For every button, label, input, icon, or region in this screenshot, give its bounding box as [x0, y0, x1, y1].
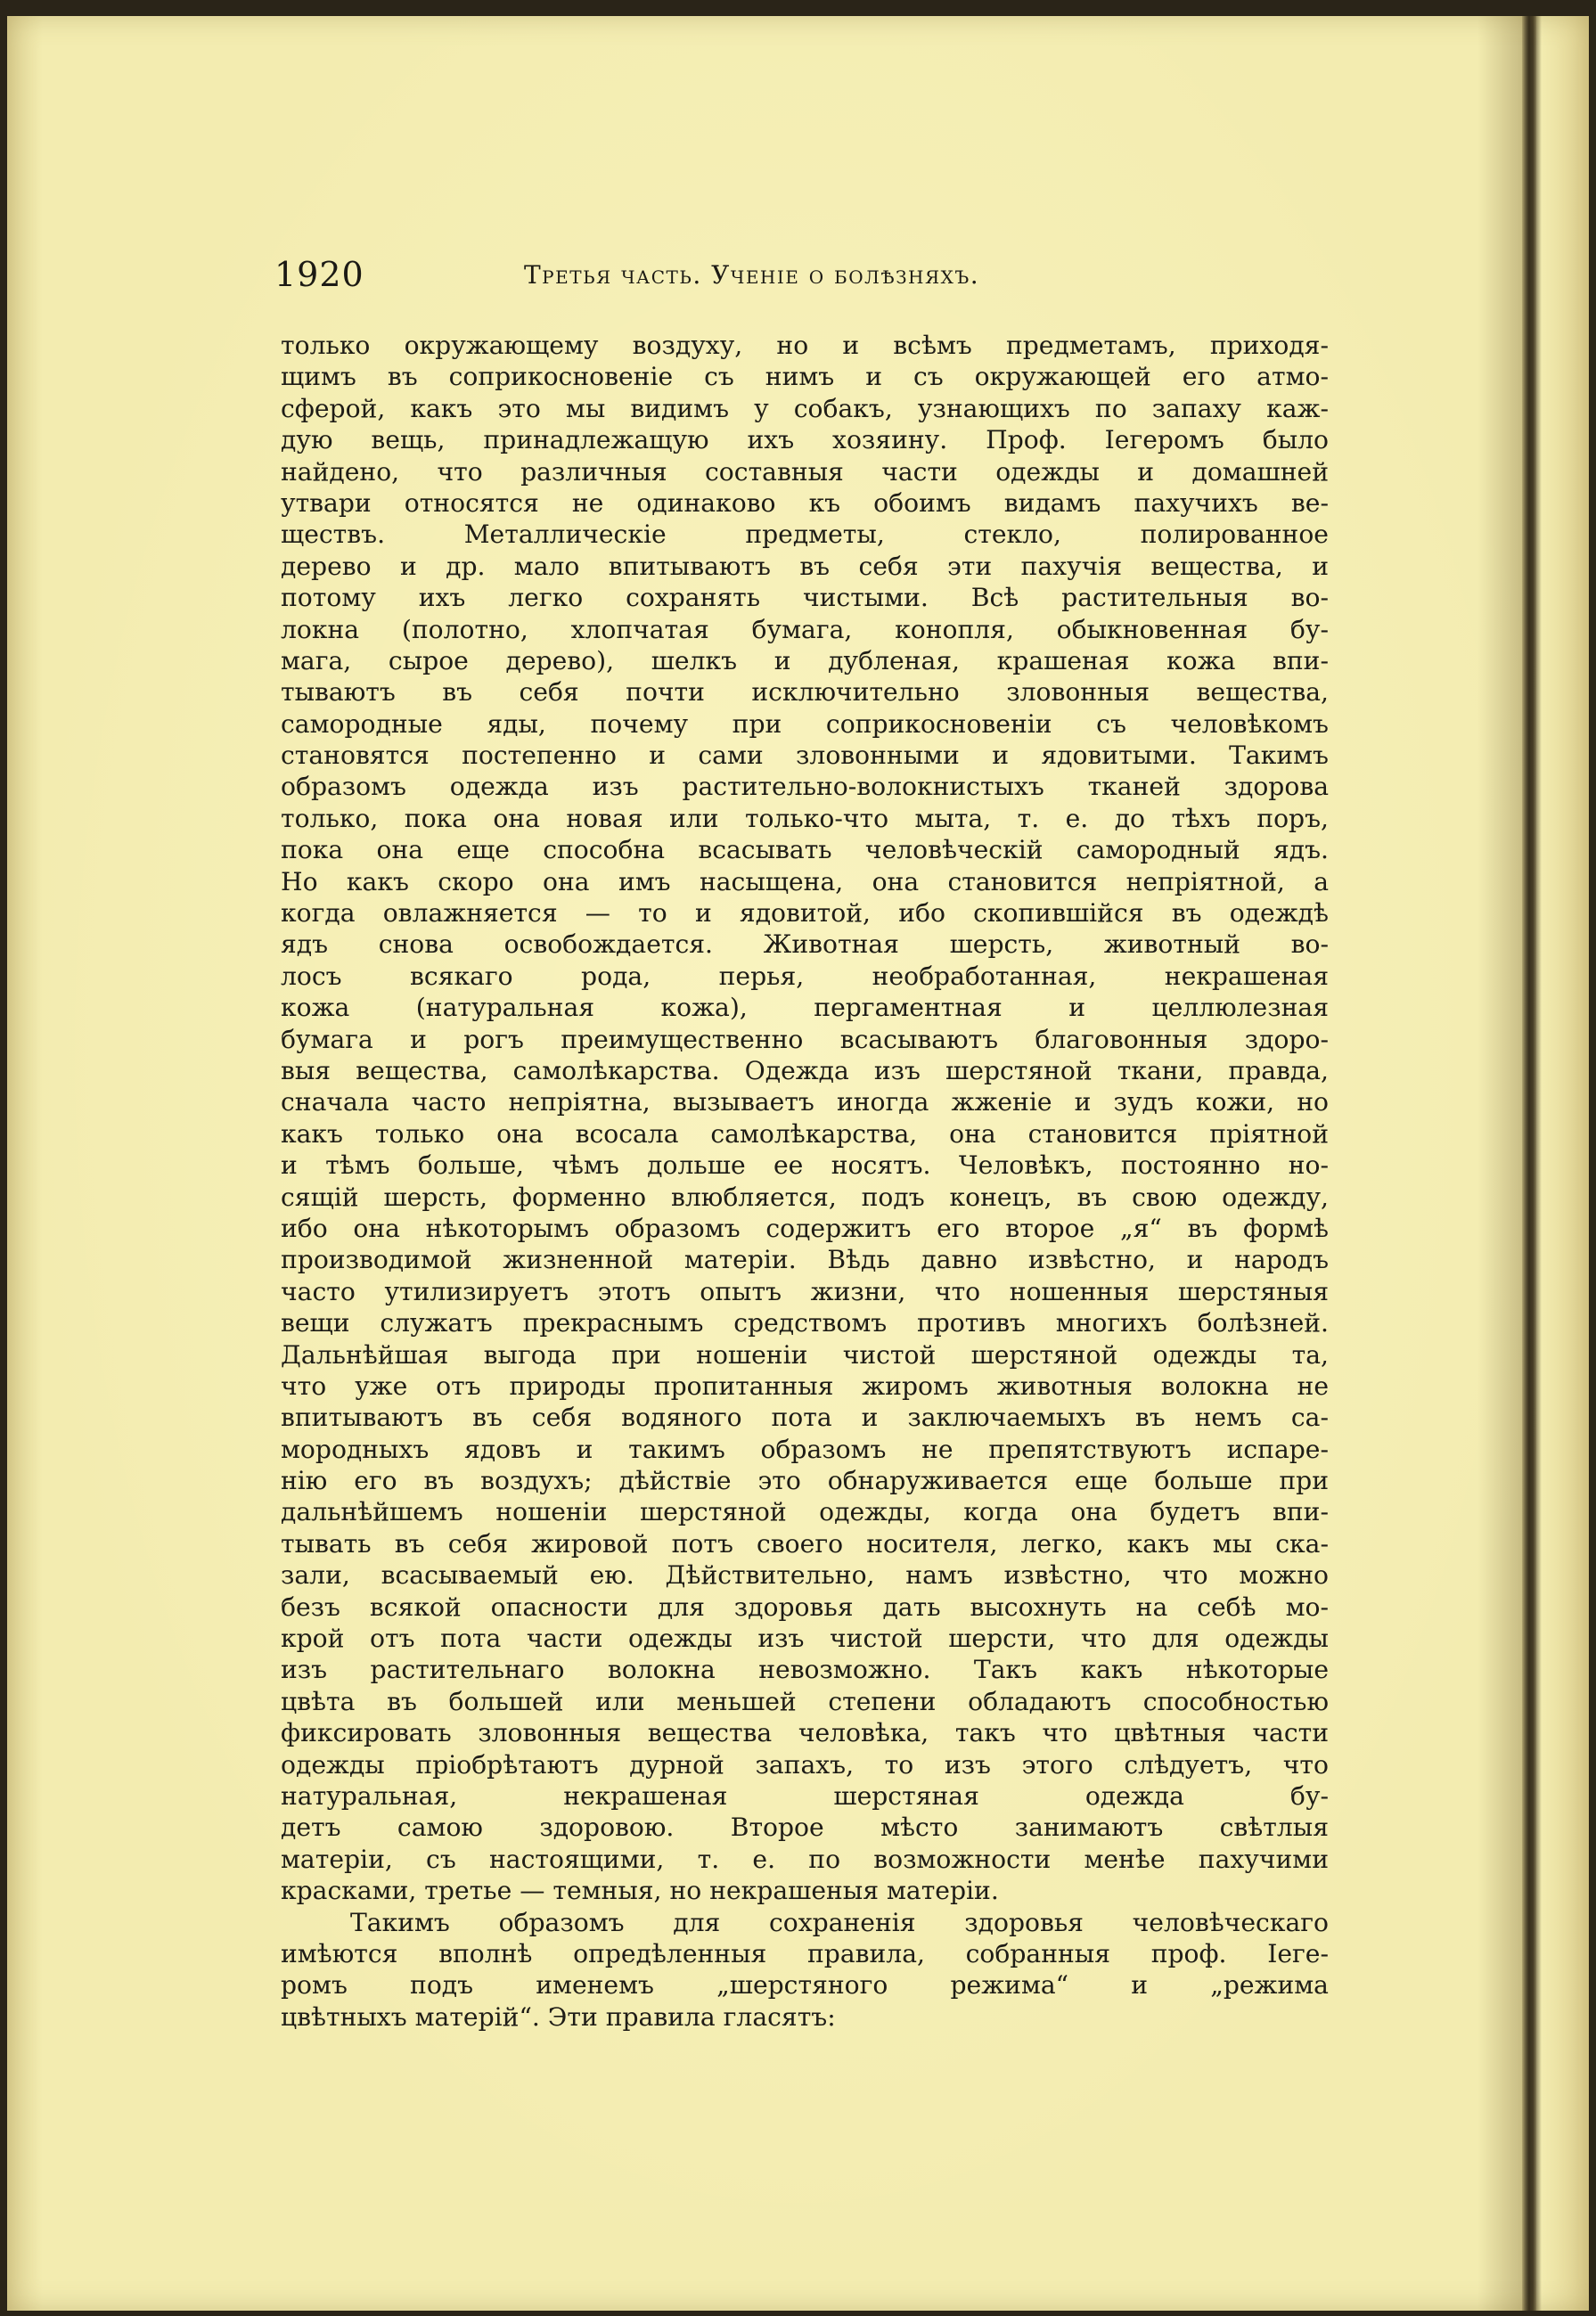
- text-line: бумага и рогъ преимущественно всасываютъ благовонныя здоро-: [281, 1024, 1329, 1054]
- text-line: становятся постепенно и сами зловонными и ядовитыми. Такимъ: [281, 741, 1329, 771]
- text-line: выя вещества, самолѣкарства. Одежда изъ шерстяной ткани, правда,: [281, 1055, 1329, 1085]
- text-line: и тѣмъ больше, чѣмъ дольше ее носятъ. Человѣкъ, постоянно но-: [281, 1150, 1329, 1181]
- text-line: только, пока она новая или только-что мыта, т. е. до тѣхъ поръ,: [281, 803, 1329, 833]
- text-line: одежды пріобрѣтаютъ дурной запахъ, то изъ этого слѣдуетъ, что: [281, 1749, 1329, 1780]
- text-line: натуральная, некрашеная шерстяная одежда бу-: [281, 1780, 1329, 1811]
- text-line: впитываютъ въ себя водяного пота и заключаемыхъ въ немъ са-: [281, 1403, 1329, 1433]
- text-line: тывать въ себя жировой потъ своего носителя, легко, какъ мы ска-: [281, 1528, 1329, 1559]
- text-line: дерево и др. мало впитываютъ въ себя эти пахучія вещества, и: [281, 551, 1329, 581]
- text-line: потому ихъ легко сохранять чистыми. Всѣ растительныя во-: [281, 583, 1329, 613]
- text-line: утвари относятся не одинаково къ обоимъ видамъ пахучихъ ве-: [281, 487, 1329, 518]
- text-line: только окружающему воздуху, но и всѣмъ предметамъ, приходя-: [281, 331, 1329, 360]
- text-line: часто утилизируетъ этотъ опытъ жизни, что ношенныя шерстяныя: [281, 1276, 1329, 1306]
- text-line: крой отъ пота части одежды изъ чистой шерсти, что для одежды: [281, 1624, 1329, 1654]
- text-line: самородные яды, почему при соприкосновеніи съ человѣкомъ: [281, 708, 1329, 739]
- text-line: пока она еще способна всасывать человѣческій самородный ядъ.: [281, 835, 1329, 865]
- text-line: Дальнѣйшая выгода при ношеніи чистой шерстяной одежды та,: [281, 1339, 1329, 1370]
- text-line: что уже отъ природы пропитанныя жиромъ животныя волокна не: [281, 1371, 1329, 1401]
- text-line: сящій шерсть, форменно влюбляется, подъ конецъ, въ свою одежду,: [281, 1182, 1329, 1212]
- text-line: щимъ въ соприкосновеніе съ нимъ и съ окружающей его атмо-: [281, 362, 1329, 392]
- page-number: 1920: [274, 255, 364, 294]
- text-line: безъ всякой опасности для здоровья дать высохнуть на себѣ мо-: [281, 1592, 1329, 1622]
- body-text: [281, 330, 1329, 2033]
- text-line: матеріи, съ настоящими, т. е. по возможности менѣе пахучими: [281, 1844, 1329, 1874]
- page-header: [274, 255, 1326, 299]
- text-line: найдено, что различныя составныя части одежды и домашней: [281, 456, 1329, 487]
- text-line: зали, всасываемый ею. Дѣйствительно, намъ извѣстно, что можно: [281, 1560, 1329, 1591]
- text-line: изъ растительнаго волокна невозможно. Такъ какъ нѣкоторые: [281, 1655, 1329, 1685]
- text-line: нію его въ воздухъ; дѣйствіе это обнаруживается еще больше при: [281, 1466, 1329, 1496]
- text-line: ядъ снова освобождается. Животная шерсть, животный во-: [281, 929, 1329, 960]
- text-line: дальнѣйшемъ ношеніи шерстяной одежды, когда она будетъ впи-: [281, 1497, 1329, 1527]
- text-line: ибо она нѣкоторымъ образомъ содержитъ его второе „я“ въ формѣ: [281, 1213, 1329, 1243]
- text-line: локна (полотно, хлопчатая бумага, конопля, обыкновенная бу-: [281, 614, 1329, 644]
- text-line: Такимъ образомъ для сохраненія здоровья человѣческаго: [350, 1907, 1329, 1937]
- text-line: какъ только она всосала самолѣкарства, она становится пріятной: [281, 1118, 1329, 1149]
- text-line: производимой жизненной матеріи. Вѣдь давно извѣстно, и народъ: [281, 1245, 1329, 1275]
- running-head: Третья часть. Ученіе о болѣзняхъ.: [524, 260, 980, 290]
- text-line: сначала часто непріятна, вызываетъ иногда жженіе и зудъ кожи, но: [281, 1087, 1329, 1117]
- book-page: [7, 16, 1589, 2311]
- text-line: вещи служатъ прекраснымъ средствомъ противъ многихъ болѣзней.: [281, 1308, 1329, 1338]
- text-line: сферой, какъ это мы видимъ у собакъ, узнающихъ по запаху каж-: [281, 393, 1329, 423]
- text-line: когда овлажняется — то и ядовитой, ибо скопившійся въ одеждѣ: [281, 898, 1329, 929]
- text-line: красками, третье — темныя, но некрашеныя матеріи.: [281, 1876, 999, 1906]
- text-line: дую вещь, принадлежащую ихъ хозяину. Проф. Іегеромъ было: [281, 425, 1329, 455]
- text-line: ромъ подъ именемъ „шерстяного режима“ и „режима: [281, 1970, 1329, 2001]
- text-line: фиксировать зловонныя вещества человѣка, такъ что цвѣтныя части: [281, 1718, 1329, 1748]
- text-line: ществъ. Металлическіе предметы, стекло, полированное: [281, 520, 1329, 550]
- text-line: лосъ всякаго рода, перья, необработанная, некрашеная: [281, 961, 1329, 991]
- text-line: мага, сырое дерево), шелкъ и дубленая, крашеная кожа впи-: [281, 645, 1329, 675]
- text-line: Но какъ скоро она имъ насыщена, она становится непріятной, а: [281, 866, 1329, 896]
- text-line: имѣются вполнѣ опредѣленныя правила, собранныя проф. Іеге-: [281, 1938, 1329, 1968]
- text-line: образомъ одежда изъ растительно-волокнистыхъ тканей здорова: [281, 772, 1329, 802]
- text-line: тываютъ въ себя почти исключительно зловонныя вещества,: [281, 677, 1329, 708]
- text-line: мородныхъ ядовъ и такимъ образомъ не препятствуютъ испаре-: [281, 1434, 1329, 1464]
- book-spine: [1522, 16, 1536, 2311]
- text-line: детъ самою здоровою. Второе мѣсто занимаютъ свѣтлыя: [281, 1813, 1329, 1843]
- text-line: цвѣта въ большей или меньшей степени обладаютъ способностью: [281, 1686, 1329, 1716]
- text-line: цвѣтныхъ матерій“. Эти правила гласятъ:: [281, 2001, 836, 2032]
- text-line: кожа (натуральная кожа), пергаментная и целлюлезная: [281, 993, 1329, 1023]
